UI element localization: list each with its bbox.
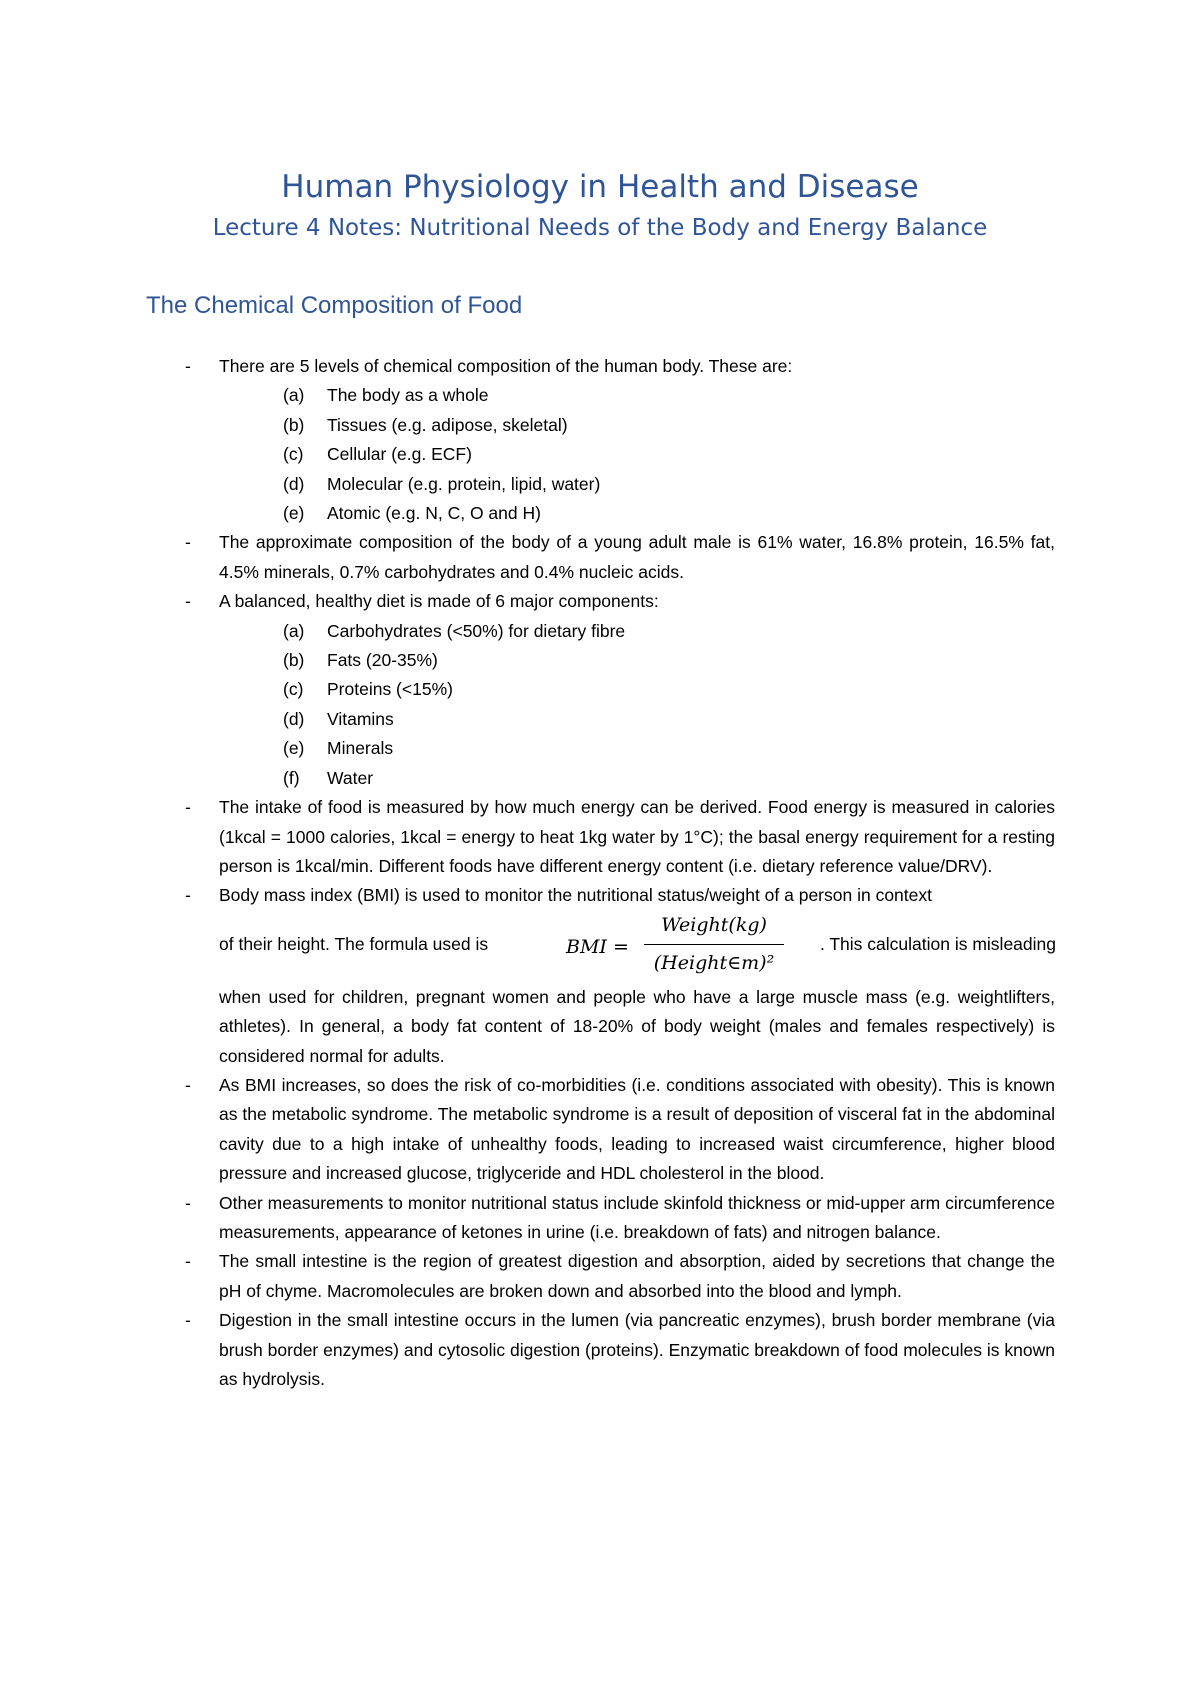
list-item-text: Tissues (e.g. adipose, skeletal) xyxy=(327,414,568,435)
formula-trailing-text: . This calculation is misleading xyxy=(819,933,1056,954)
document-subtitle: Lecture 4 Notes: Nutritional Needs of the Body and Energy Balance xyxy=(212,215,988,241)
list-item xyxy=(0,381,1027,410)
bullet-dash: - xyxy=(185,356,191,376)
list-item xyxy=(0,617,1027,646)
bullet-dash: - xyxy=(185,1251,191,1272)
bullet-text: Other measurements to monitor nutritional status include skinfold thickness or mid-upper arm circumference measurements, appearance of ketones in urine (i.e. breakdown of fats) and nitrogen balance. xyxy=(219,1192,1055,1242)
formula-intro-text: of their height. The formula used is xyxy=(219,933,489,954)
list-item xyxy=(0,440,1027,469)
list-item-text: Cellular (e.g. ECF) xyxy=(327,444,472,465)
list-marker: (a) xyxy=(283,620,305,641)
bullet-bmi-continued xyxy=(0,983,1055,1071)
list-marker: (e) xyxy=(283,503,305,524)
list-item-text: The body as a whole xyxy=(327,385,489,406)
bullet-body-composition-percentages xyxy=(0,528,1055,587)
bullet-bmi xyxy=(0,881,1055,910)
bullet-dash: - xyxy=(185,885,191,906)
fraction-bar xyxy=(644,944,784,945)
list-marker: (f) xyxy=(283,767,300,788)
list-marker: (c) xyxy=(283,679,304,700)
document-title: Human Physiology in Health and Disease xyxy=(281,169,919,205)
list-marker: (d) xyxy=(283,473,305,494)
list-item-text: Proteins (<15%) xyxy=(327,679,453,700)
list-item xyxy=(0,734,1027,763)
formula-denominator: (Height∈m)² xyxy=(653,951,775,974)
bullet-text: There are 5 levels of chemical composition of the human body. These are: xyxy=(219,356,793,376)
list-item xyxy=(0,646,1027,675)
bmi-formula-line xyxy=(0,911,1200,983)
formula-lhs: BMI = xyxy=(566,935,629,958)
list-marker: (a) xyxy=(283,385,305,406)
list-marker: (b) xyxy=(283,650,305,671)
bullet-text: The small intestine is the region of greatest digestion and absorption, aided by secretions that change the pH of chyme. Macromolecules are broken down and absorbed into the blood and lymph. xyxy=(219,1251,1055,1301)
formula-numerator: Weight(kg) xyxy=(661,913,767,936)
list-item-text: Minerals xyxy=(327,738,394,759)
list-item xyxy=(0,705,1027,734)
list-item-text: Water xyxy=(327,767,374,788)
section-heading: The Chemical Composition of Food xyxy=(146,292,523,319)
list-item-text: Molecular (e.g. protein, lipid, water) xyxy=(327,473,601,494)
list-item xyxy=(0,499,1027,528)
bullet-diet-components xyxy=(0,587,1055,616)
bullet-metabolic-syndrome xyxy=(0,1071,1055,1189)
bullet-text: Body mass index (BMI) is used to monitor the nutritional status/weight of a person in context xyxy=(219,885,932,906)
bullet-dash: - xyxy=(185,1192,191,1213)
bullet-dash: - xyxy=(185,591,191,612)
bullet-food-energy xyxy=(0,793,1055,881)
bullet-other-measurements xyxy=(0,1189,1055,1248)
bullet-text: Digestion in the small intestine occurs in the lumen (via pancreatic enzymes), brush border membrane (via brush border enzymes) and cytosolic digestion (proteins). Enzymatic breakdown of food molecules is known as hydrolysis. xyxy=(219,1310,1055,1389)
list-marker: (b) xyxy=(283,414,305,435)
list-item-text: Atomic (e.g. N, C, O and H) xyxy=(327,503,541,524)
bullet-dash: - xyxy=(185,1074,191,1095)
bullet-dash: - xyxy=(185,797,191,818)
list-marker: (e) xyxy=(283,738,305,759)
list-item xyxy=(0,470,1027,499)
bmi-formula xyxy=(566,911,788,983)
list-item xyxy=(0,411,1027,440)
bullet-text: The intake of food is measured by how much energy can be derived. Food energy is measured in calories (1kcal = 1000 calories, 1kcal = energy to heat 1kg water by 1°C); the basal energy requirement for a resting person is 1kcal/min. Different foods have different energy content (i.e. dietary reference value/DRV). xyxy=(219,797,1055,876)
list-item xyxy=(0,764,1027,793)
list-marker: (d) xyxy=(283,708,305,729)
bullet-text: A balanced, healthy diet is made of 6 major components: xyxy=(219,591,659,612)
list-item-text: Vitamins xyxy=(327,708,394,729)
bullet-text: when used for children, pregnant women and people who have a large muscle mass (e.g. weightlifters, athletes). In general, a body fat content of 18-20% of body weight (males and females respectively) is considered normal for adults. xyxy=(219,986,1055,1066)
notes-body xyxy=(0,352,1200,1394)
list-item-text: Fats (20-35%) xyxy=(327,650,438,671)
bullet-small-intestine xyxy=(0,1247,1055,1306)
list-marker: (c) xyxy=(283,444,304,465)
bullet-text: As BMI increases, so does the risk of co-morbidities (i.e. conditions associated with obesity). This is known as the metabolic syndrome. The metabolic syndrome is a result of deposition of visceral fat in the abdominal cavity due to a high intake of unhealthy foods, leading to increased waist circumference, higher blood pressure and increased glucose, triglyceride and HDL cholesterol in the blood. xyxy=(219,1074,1055,1184)
bullet-dash: - xyxy=(185,1310,191,1331)
bullet-dash: - xyxy=(185,532,191,553)
bullet-text: The approximate composition of the body of a young adult male is 61% water, 16.8% protein, 16.5% fat, 4.5% minerals, 0.7% carbohydrates and 0.4% nucleic acids. xyxy=(219,532,1055,582)
list-item-text: Carbohydrates (<50%) for dietary fibre xyxy=(327,620,626,641)
bullet-digestion xyxy=(0,1306,1055,1394)
list-item xyxy=(0,675,1027,704)
bullet-body-composition-levels xyxy=(0,352,1055,381)
